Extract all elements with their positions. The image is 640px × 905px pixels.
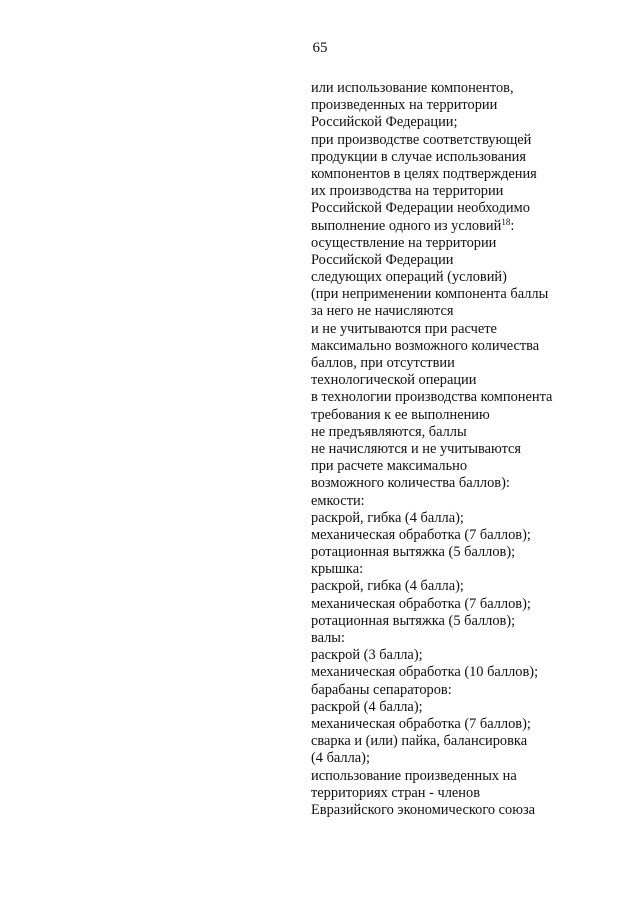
text-line: раскрой, гибка (4 балла); (311, 578, 464, 595)
text-line: раскрой (4 балла); (311, 698, 423, 715)
body-text (311, 80, 611, 819)
text-line-punctuation: : (510, 217, 515, 234)
text-line: в технологии производства компонента (311, 389, 553, 406)
text-line: барабаны сепараторов: (311, 681, 452, 698)
text-line: и не учитываются при расчете (311, 320, 497, 337)
text-line: Российской Федерации; (311, 114, 458, 131)
text-line: или использование компонентов, (311, 80, 514, 96)
text-line: механическая обработка (7 баллов); (311, 715, 531, 732)
text-line: не предъявляются, баллы (311, 423, 467, 440)
text-line: следующих операций (условий) (311, 269, 507, 286)
text-line: технологической операции (311, 372, 477, 389)
text-line (311, 218, 611, 235)
text-line: компонентов в целях подтверждения (311, 165, 537, 182)
text-line: при расчете максимально (311, 458, 468, 475)
text-line: максимально возможного количества (311, 337, 540, 354)
text-line: емкости: (311, 492, 365, 509)
text-line: раскрой (3 балла); (311, 647, 423, 664)
text-line: баллов, при отсутствии (311, 355, 455, 371)
text-line: при производстве соответствующей (311, 131, 532, 148)
text-line: сварка и (или) пайка, балансировка (311, 733, 528, 750)
text-line: Евразийского экономического союза (311, 801, 536, 818)
text-line: механическая обработка (10 баллов); (311, 664, 539, 681)
text-line: (4 балла); (311, 750, 370, 767)
text-line: (при неприменении компонента баллы (311, 286, 549, 303)
text-line: возможного количества баллов): (311, 475, 510, 492)
text-line: валы: (311, 630, 345, 646)
text-line: механическая обработка (7 баллов); (311, 526, 531, 543)
text-line: раскрой, гибка (4 балла); (311, 509, 464, 526)
footnote-reference: 18 (501, 216, 511, 227)
text-line: территориях стран - членов (311, 784, 480, 801)
text-line: за него не начисляются (311, 303, 454, 320)
text-line: Российской Федерации (311, 251, 454, 268)
text-line: их производства на территории (311, 183, 504, 200)
text-line: не начисляются и не учитываются (311, 440, 522, 457)
text-line: требования к ее выполнению (311, 406, 490, 423)
text-line: продукции в случае использования (311, 148, 527, 165)
page-number: 65 (312, 40, 328, 56)
text-line: механическая обработка (7 баллов); (311, 595, 531, 612)
text-line: крышка: (311, 561, 364, 578)
text-line: ротационная вытяжка (5 баллов); (311, 544, 516, 561)
text-line-content: выполнение одного из условий (311, 217, 502, 234)
text-line: Российской Федерации необходимо (311, 200, 530, 217)
text-line: осуществление на территории (311, 234, 497, 251)
text-line: использование произведенных на (311, 767, 517, 784)
text-line: произведенных на территории (311, 97, 498, 114)
text-line: ротационная вытяжка (5 баллов); (311, 612, 516, 629)
